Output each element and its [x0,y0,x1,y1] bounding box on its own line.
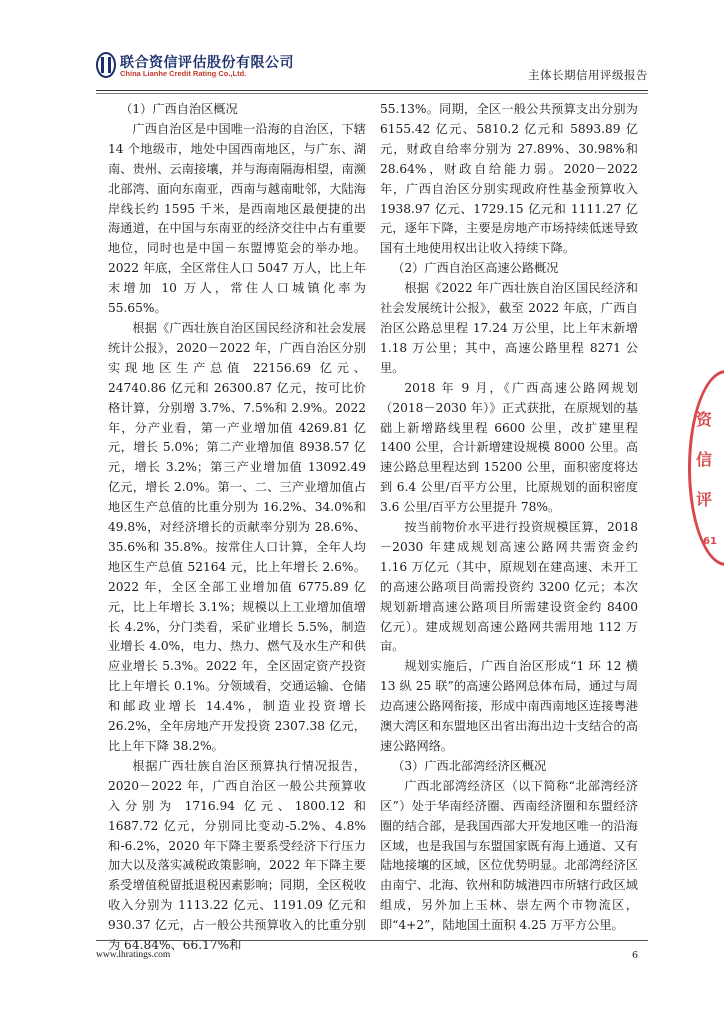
seal-stamp-number: 61 [703,536,717,547]
header-divider-secondary [96,93,648,94]
section-heading: （3）广西北部湾经济区概况 [392,758,547,773]
company-logo-icon [96,52,116,78]
right-text-column [380,100,638,936]
body-paragraph: 根据《广西壮族自治区国民经济和社会发展统计公报》，2020－2022 年，广西自治区分别实现地区生产总值 22156.69 亿元、24740.86 亿元和 26300.87 亿元，按可比价格计算，分别增 3.7%、7.5%和 2.9%。2022 年，分产业看，第一产业增加值 4269.81 亿元，增长 5.0%；第二产业增加值 8938.57 亿元，增长 3.2%；第三产业增加值 13092.49 亿元，增长 2.0%。第一、二、三产业增加值占地区生产总值的比重分别为 16.2%、34.0%和 49.8%，对经济增长的贡献率分别为 28.6%、35.6%和 35.8%。按常住人口计算，全年人均地区生产总值 52164 元，比上年增长 2.6%。2022 年，全区全部工业增加值 6775.89 亿元，比上年增长 3.1%；规模以上工业增加值增长 4.2%，分门类看，采矿业增长 5.5%，制造业增长 4.0%，电力、热力、燃气及水生产和供应业增长 5.3%。2022 年，全区固定资产投资比上年增长 0.1%。分领域看，交通运输、仓储和邮政业增长 14.4%，制造业投资增长 26.2%，全年房地产开发投资 2307.38 亿元，比上年下降 38.2%。 [108,320,366,753]
body-paragraph: 55.13%。同期，全区一般公共预算支出分别为 6155.42 亿元、5810.2 亿元和 5893.89 亿元，财政自给率分别为 27.89%、30.98%和 28.64%，财政自给能力弱。2020－2022 年，广西自治区分别实现政府性基金预算收入 1938.97 亿元、1729.15 亿元和 1111.27 亿元，逐年下降，主要是房地产市场持续低迷导致国有土地使用权出让收入持续下降。 [380,102,638,256]
section-heading: （2）广西自治区高速公路概况 [392,261,559,276]
report-type-title: 主体长期信用评级报告 [528,68,648,82]
footer-divider [96,940,648,941]
section-heading: （1）广西自治区概况 [120,102,238,116]
body-paragraph: 根据《2022 年广西壮族自治区国民经济和社会发展统计公报》，截至 2022 年底，广西自治区公路总里程 17.24 万公里，比上年末新增 1.18 万公里；其中，高速公路里程 8271 公里。 [380,281,638,375]
company-name-en: China Lianhe Credit Rating Co.,Ltd. [120,69,247,78]
seal-stamp-text: 资信评 [696,410,713,509]
page-header [96,46,648,92]
body-paragraph: 规划实施后，广西自治区形成“1 环 12 横 13 纵 25 联”的高速公路网总体布局，通过与周边高速公路网衔接，形成中南西南地区连接粤港澳大湾区和东盟地区出省出海出边十支结合的高速公路网络。 [380,659,638,753]
footer-website-link[interactable]: www.lhratings.com [96,950,171,960]
header-divider [96,90,648,91]
body-paragraph: 2018 年 9 月，《广西高速公路网规划（2018－2030 年）》正式获批，在原规划的基础上新增路线里程 6600 公里，改扩建里程 1400 公里，合计新增建设规模 8000 公里。高速公路总里程达到 15200 公里，面积密度将达到 6.4 公里/百平方公里，比原规划的面积密度 3.6 公里/百平方公里提升 78%。 [380,380,638,515]
body-paragraph: 广西北部湾经济区（以下简称“北部湾经济区”）处于华南经济圈、西南经济圈和东盟经济圈的结合部，是我国西部大开发地区唯一的沿海区域，也是我国与东盟国家既有海上通道、又有陆地接壤的区域，区位优势明显。北部湾经济区由南宁、北海、钦州和防城港四市所辖行政区域组成，另外加上玉林、崇左两个市物流区，即“4+2”，陆地国土面积 4.25 万平方公里。 [380,778,638,933]
page-number: 6 [631,950,638,961]
body-paragraph: 按当前物价水平进行投资规模匡算，2018－2030 年建成规划高速公路网共需资金约 1.16 万亿元（其中，原规划在建高速、未开工的高速公路项目尚需投资约 3200 亿元；本次规划新增高速公路项目所需建设资金约 8400 亿元）。建成规划高速公路网共需用地 112 万亩。 [380,520,638,654]
body-paragraph: 根据广西壮族自治区预算执行情况报告，2020－2022 年，广西自治区一般公共预算收入分别为 1716.94 亿元、1800.12 和 1687.72 亿元，分别同比变动-5.2%、4.8%和-6.2%，2020 年下降主要系受经济下行压力加大以及落实减税政策影响，2022 年下降主要系受增值税留抵退税因素影响；同期，全区税收收入分别为 1113.22 亿元、1191.09 亿元和 930.37 亿元，占一般公共预算收入的比重分别为 64.84%、66.17%和 [108,758,366,953]
left-text-column [108,100,366,956]
body-paragraph: 广西自治区是中国唯一沿海的自治区，下辖 14 个地级市，地处中国西南地区，与广东、湖南、贵州、云南接壤，并与海南隔海相望，南濒北部湾、面向东南亚，西南与越南毗邻，大陆海岸线长约 1595 千米，是西南地区最便捷的出海通道，在中国与东南亚的经济交往中占有重要地位，同时也是中国－东盟博览会的举办地。2022 年底，全区常住人口 5047 万人，比上年末增加 10 万人，常住人口城镇化率为 55.65%。 [108,121,366,316]
company-name-cn: 联合资信评估股份有限公司 [120,55,294,71]
